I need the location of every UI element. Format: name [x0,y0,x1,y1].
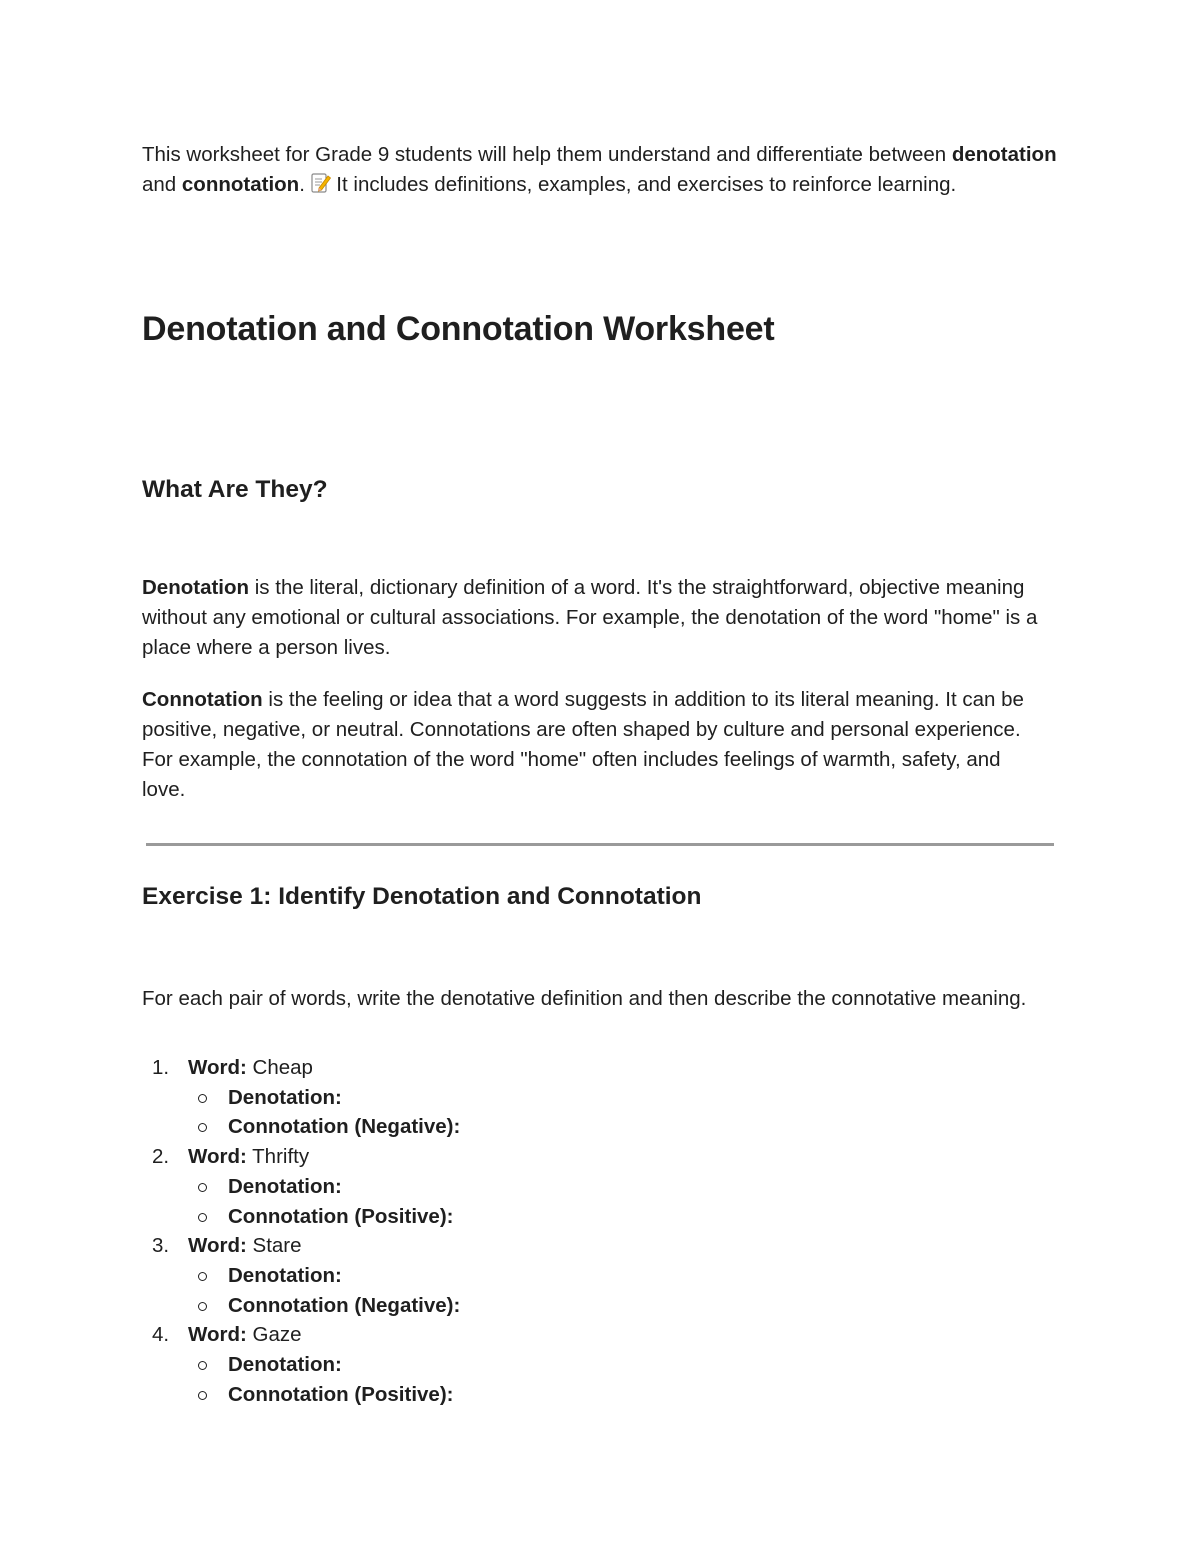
section-heading-exercise-1: Exercise 1: Identify Denotation and Connotation [142,883,702,910]
sub-list-item: Denotation: [188,1261,1042,1291]
hollow-bullet-icon [198,1361,207,1370]
sub-list-item: Connotation (Negative): [188,1112,1042,1142]
hollow-bullet-icon [198,1094,207,1103]
word-value: Thrifty [246,1145,310,1169]
word-value: Gaze [246,1323,302,1347]
hollow-bullet-icon [198,1183,207,1192]
list-item: 3. Word: Stare Denotation: Connotation (Negative): [142,1231,1042,1320]
exercise-1-instructions: For each pair of words, write the denotative definition and then describe the connotative meaning. [142,987,1027,1010]
word-value: Stare [246,1234,302,1258]
term-connotation: connotation [181,173,300,196]
hollow-bullet-icon [198,1302,207,1311]
hollow-bullet-icon [198,1213,207,1222]
word-value: Cheap [246,1056,313,1079]
horizontal-divider [146,843,1054,846]
connotation-definition-paragraph: Connotation is the feeling or idea that a word suggests in addition to its literal meaning. It can be positive, negative, or neutral. Connotations are often shaped by culture and personal experience. For example, the connotation of the word "home" often includes feelings of warmth, safety, and love. [142,688,1024,801]
document-body [142,140,1057,1406]
sub-list-item: Denotation: [188,1083,1042,1113]
section-heading-what-are-they: What Are They? [142,476,328,503]
intro-paragraph: This worksheet for Grade 9 students will help them understand and differentiate between denotation and connotation. It includes definitions, examples, and exercises to reinforce learning. [142,140,1057,203]
list-item: 2. Word: Thrifty Denotation: Connotation (Positive): [142,1142,1042,1231]
term-denotation: denotation [951,143,1057,166]
sub-list-item: Connotation (Positive): [188,1380,1042,1410]
memo-pencil-icon [311,172,331,203]
list-item: 4. Word: Gaze Denotation: Connotation (Positive): [142,1320,1042,1409]
sub-list-item: Connotation (Negative): [188,1291,1042,1321]
exercise-1-word-list [142,1053,1042,1409]
sub-list-item: Connotation (Positive): [188,1202,1042,1232]
sub-list-item: Denotation: [188,1350,1042,1380]
hollow-bullet-icon [198,1123,207,1132]
denotation-definition-paragraph: Denotation is the literal, dictionary definition of a word. It's the straightforward, objective meaning without any emotional or cultural associations. For example, the denotation of the word "home" is a place where a person lives. [142,576,1038,659]
hollow-bullet-icon [198,1391,207,1400]
hollow-bullet-icon [198,1272,207,1281]
page-title: Denotation and Connotation Worksheet [142,310,775,348]
list-item: 1. Word: Cheap Denotation: Connotation (Negative): [142,1053,1042,1142]
sub-list-item: Denotation: [188,1172,1042,1202]
